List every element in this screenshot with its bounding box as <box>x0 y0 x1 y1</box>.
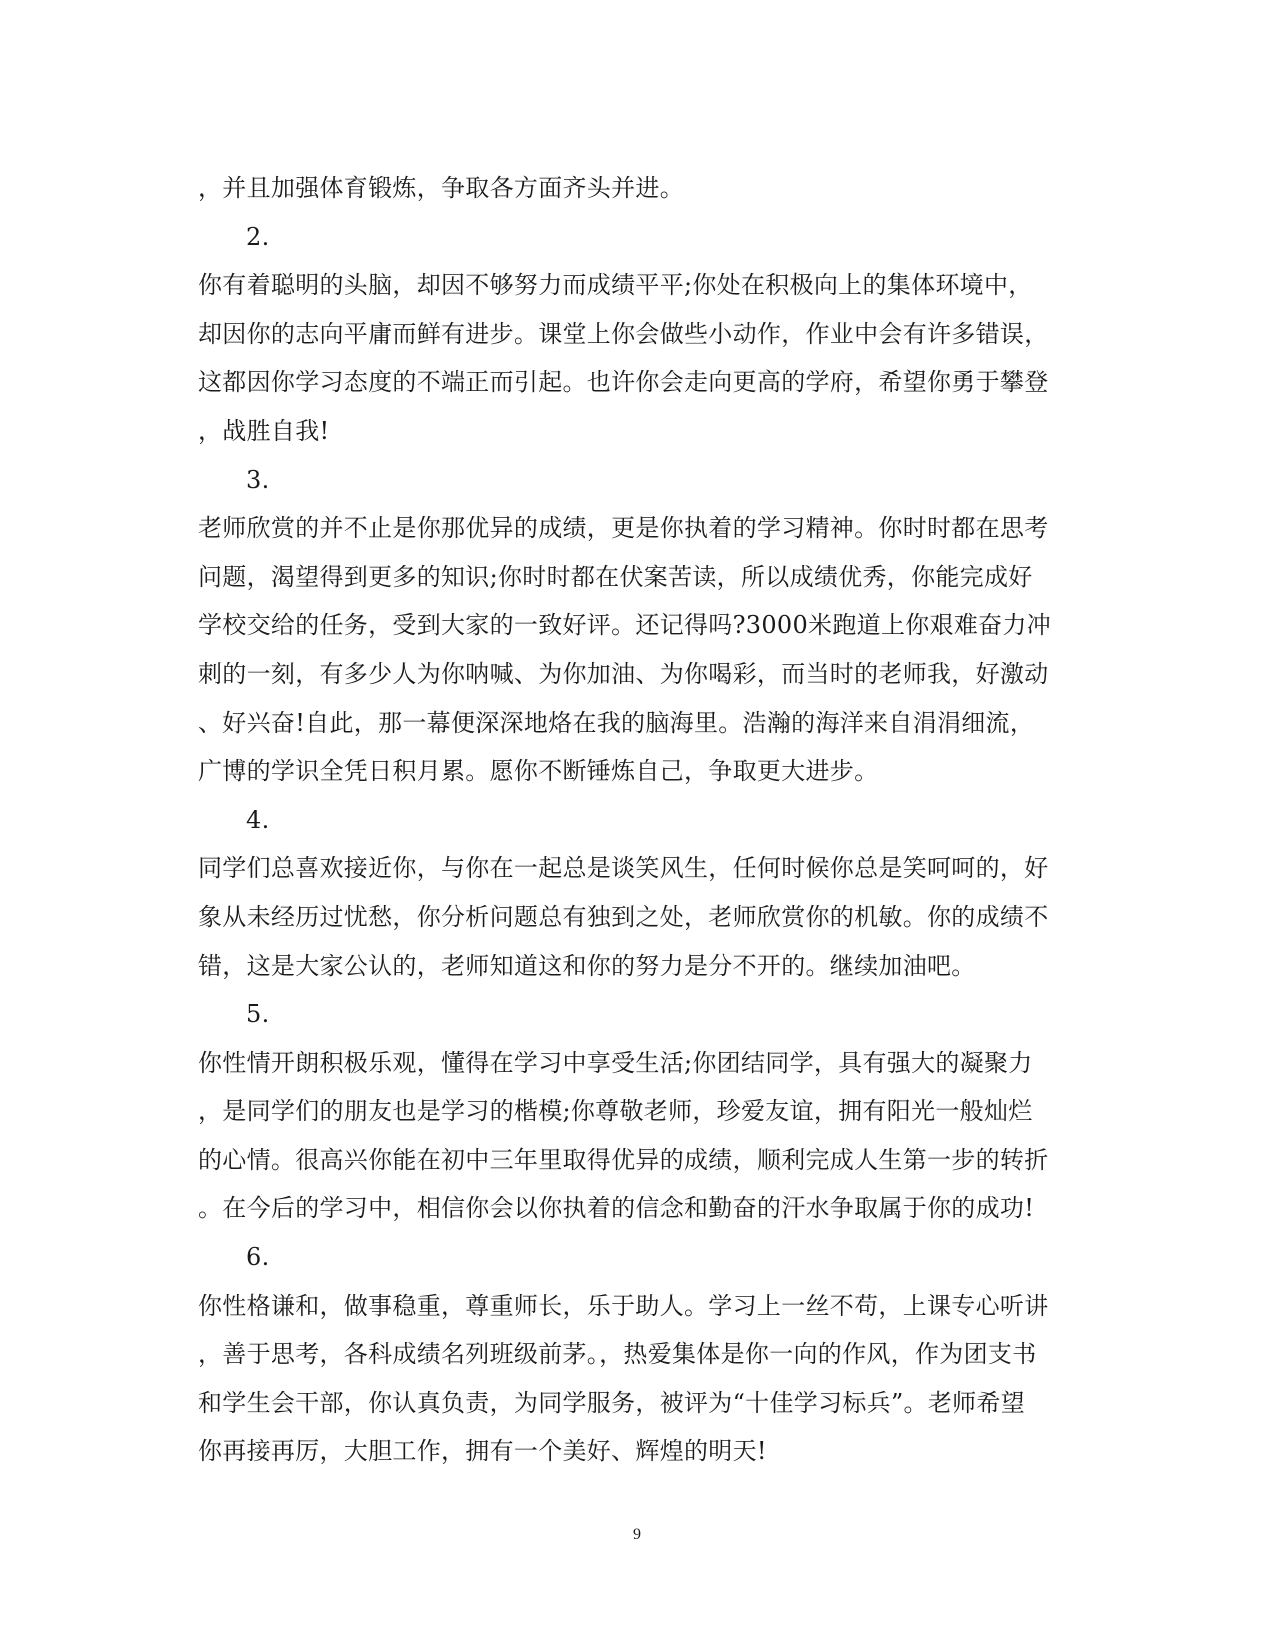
page-number: 9 <box>633 1526 641 1543</box>
text-line: 和学生会干部，你认真负责，为同学服务，被评为“十佳学习标兵”。老师希望 <box>198 1388 1026 1417</box>
document-body <box>198 164 1078 1476</box>
text-line: ，并且加强体育锻炼，争取各方面齐头并进。 <box>198 174 684 202</box>
text-line: ，善于思考，各科成绩名列班级前茅。，热爱集体是你一向的作风，作为团支书 <box>198 1340 1037 1369</box>
text-line: 的心情。很高兴你能在初中三年里取得优异的成绩，顺利完成人生第一步的转折 <box>198 1145 1049 1174</box>
text-line: 、好兴奋!自此，那一幕便深深地烙在我的脑海里。浩瀚的海洋来自涓涓细流， <box>198 708 1035 737</box>
text-line: 。在今后的学习中，相信你会以你执着的信念和勤奋的汗水争取属于你的成功! <box>198 1194 1035 1223</box>
text-line: 你性格谦和，做事稳重，尊重师长，乐于助人。学习上一丝不苟，上课专心听讲 <box>198 1291 1049 1320</box>
item-number: 4. <box>246 805 270 834</box>
text-line: 你再接再厉，大胆工作，拥有一个美好、辉煌的明天! <box>198 1437 767 1466</box>
text-line: 同学们总喜欢接近你，与你在一起总是谈笑风生，任何时候你总是笑呵呵的，好 <box>198 854 1049 883</box>
text-line: 象从未经历过忧愁，你分析问题总有独到之处，老师欣赏你的机敏。你的成绩不 <box>198 902 1049 931</box>
text-line: 老师欣赏的并不止是你那优异的成绩，更是你执着的学习精神。你时时都在思考 <box>198 514 1049 543</box>
text-line: 错，这是大家公认的，老师知道这和你的努力是分不开的。继续加油吧。 <box>198 951 976 980</box>
text-line: 广博的学识全凭日积月累。愿你不断锤炼自己，争取更大进步。 <box>198 757 879 786</box>
item-number: 3. <box>246 465 270 494</box>
text-line: 却因你的志向平庸而鲜有进步。课堂上你会做些小动作，作业中会有许多错误， <box>198 319 1049 348</box>
item-number: 5. <box>246 1000 270 1029</box>
text-line: 问题，渴望得到更多的知识;你时时都在伏案苦读，所以成绩优秀，你能完成好 <box>198 562 1033 591</box>
text-line: 你性情开朗积极乐观，懂得在学习中享受生活;你团结同学，具有强大的凝聚力 <box>198 1048 1033 1077</box>
text-line: 这都因你学习态度的不端正而引起。也许你会走向更高的学府，希望你勇于攀登 <box>198 368 1049 397</box>
item-number: 6. <box>246 1243 270 1272</box>
text-line: ，战胜自我! <box>198 416 330 445</box>
text-line: 学校交给的任务，受到大家的一致好评。还记得吗?3000米跑道上你艰难奋力冲 <box>198 611 1052 640</box>
text-line: ，是同学们的朋友也是学习的楷模;你尊敬老师，珍爱友谊，拥有阳光一般灿烂 <box>198 1097 1033 1126</box>
item-number: 2. <box>246 222 270 251</box>
text-line: 你有着聪明的头脑，却因不够努力而成绩平平;你处在积极向上的集体环境中， <box>198 271 1033 300</box>
text-line: 刺的一刻，有多少人为你呐喊、为你加油、为你喝彩，而当时的老师我，好激动 <box>198 659 1049 688</box>
